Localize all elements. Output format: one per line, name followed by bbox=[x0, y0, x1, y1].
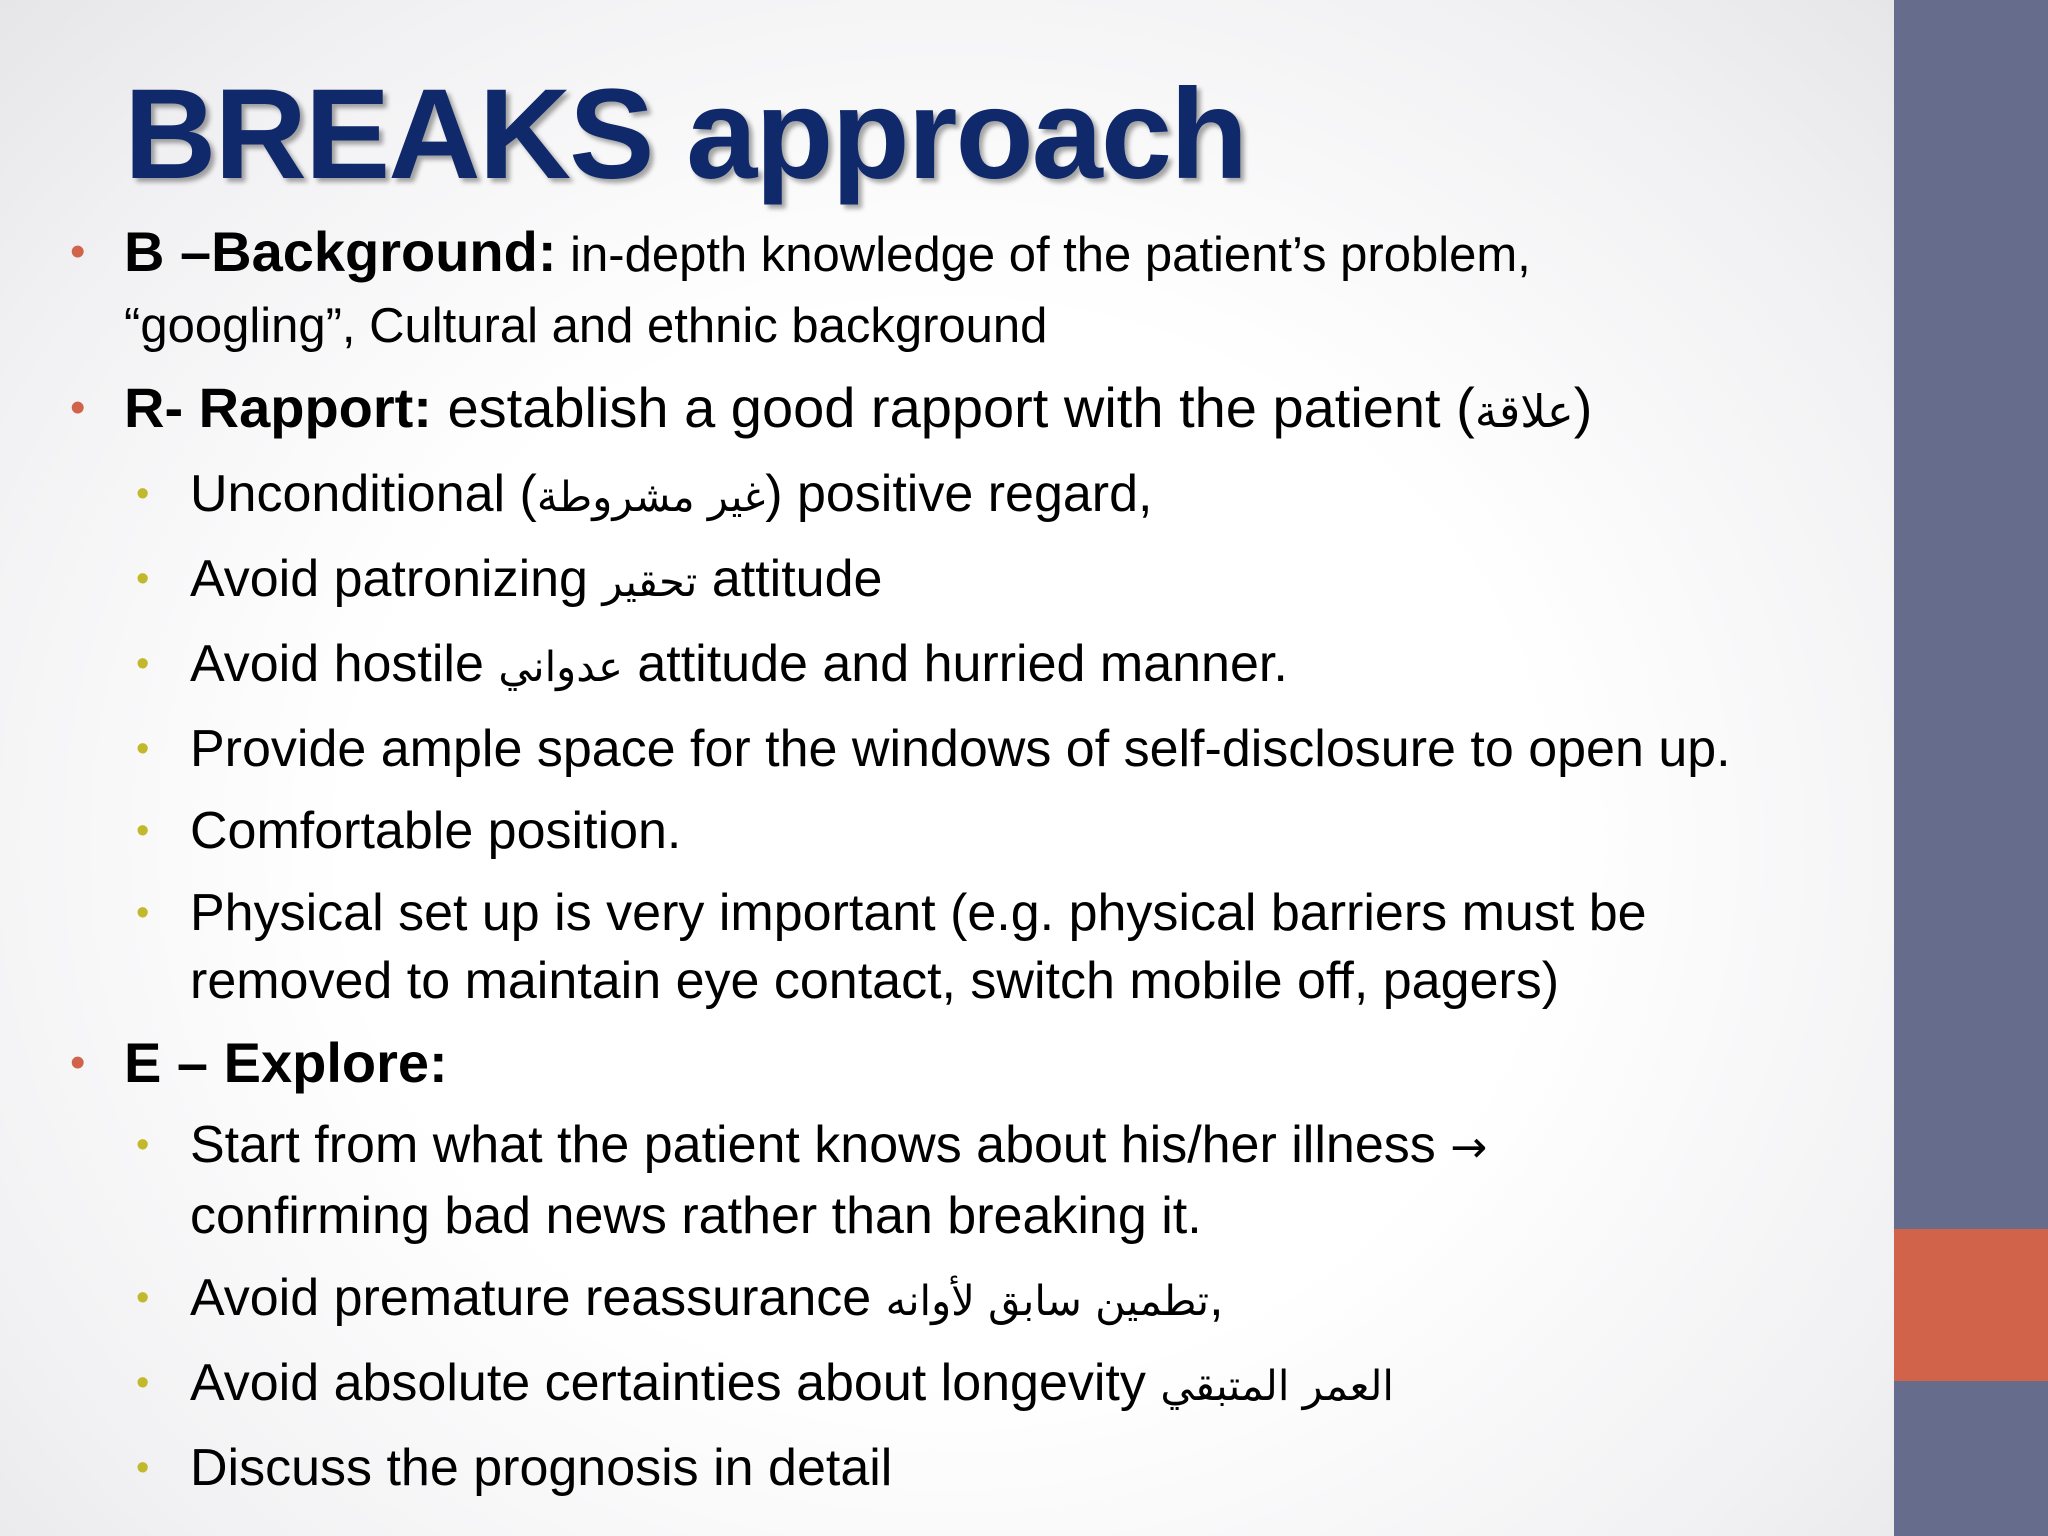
slide-title: BREAKS approach bbox=[124, 63, 1247, 206]
sub-bullet-text: Avoid patronizing bbox=[190, 550, 603, 608]
sub-bullet-text: Avoid premature reassurance bbox=[190, 1269, 886, 1327]
sub-bullet-dot: • bbox=[136, 810, 150, 852]
sub-bullet-dot: • bbox=[136, 1362, 150, 1404]
sub-bullet bbox=[70, 1264, 1880, 1335]
sub-bullet-text: ) positive regard, bbox=[765, 465, 1153, 523]
arrow-right-icon: → bbox=[1450, 1122, 1488, 1173]
sub-bullet-text: Start from what the patient knows about his/her illness bbox=[190, 1116, 1451, 1174]
arabic-term: عدواني bbox=[498, 642, 623, 691]
bullet-text: “googling”, Cultural and ethnic background bbox=[124, 299, 1048, 353]
side-accent-block bbox=[1894, 1229, 2048, 1381]
bullet-heading: B –Background: bbox=[124, 220, 557, 283]
sub-bullet-text: Discuss the prognosis in detail bbox=[190, 1439, 893, 1497]
sub-bullet-text: attitude bbox=[697, 550, 883, 608]
arabic-term: تطمين سابق لأوانه bbox=[885, 1276, 1210, 1325]
sub-bullet-dot: • bbox=[136, 558, 150, 600]
bullet-rapport bbox=[70, 374, 1880, 446]
bullet-explore bbox=[70, 1029, 1880, 1097]
sub-bullet-text: Unconditional ( bbox=[190, 465, 537, 523]
bullet-list bbox=[70, 218, 1880, 1502]
bullet-dot: • bbox=[70, 383, 86, 432]
bullet-dot: • bbox=[70, 1038, 86, 1087]
bullet-text: ) bbox=[1573, 376, 1593, 439]
sub-bullet-text: removed to maintain eye contact, switch mobile off, pagers) bbox=[190, 952, 1560, 1010]
sub-bullet bbox=[70, 1434, 1880, 1502]
sub-bullet bbox=[70, 1349, 1880, 1420]
bullet-heading: R- Rapport: bbox=[124, 376, 432, 439]
arabic-term: علاقة bbox=[1474, 385, 1574, 438]
sub-bullet bbox=[70, 630, 1880, 701]
arabic-term: غير مشروطة bbox=[536, 472, 766, 521]
sub-bullet-dot: • bbox=[136, 1124, 150, 1166]
sub-bullet-text: , bbox=[1209, 1269, 1224, 1327]
bullet-text: establish a good rapport with the patient ( bbox=[431, 376, 1475, 439]
sub-bullet-text: attitude and hurried manner. bbox=[622, 635, 1288, 693]
sub-bullet bbox=[70, 879, 1880, 1015]
arabic-term: العمر المتبقي bbox=[1160, 1361, 1394, 1410]
sub-bullet-dot: • bbox=[136, 643, 150, 685]
bullet-dot: • bbox=[70, 227, 86, 276]
sub-bullet bbox=[70, 715, 1880, 783]
sub-bullet-text: Avoid hostile bbox=[190, 635, 499, 693]
sub-bullet-text: Avoid absolute certainties about longevity bbox=[190, 1354, 1161, 1412]
bullet-text: in-depth knowledge of the patient’s problem, bbox=[556, 228, 1531, 282]
sub-bullet-dot: • bbox=[136, 1447, 150, 1489]
sub-bullet bbox=[70, 460, 1880, 531]
sub-bullet bbox=[70, 797, 1880, 865]
sub-bullet-dot: • bbox=[136, 892, 150, 934]
sub-bullet-text: Physical set up is very important (e.g. physical barriers must be bbox=[190, 884, 1647, 942]
bullet-heading: E – Explore: bbox=[124, 1031, 448, 1094]
sub-bullet-text: Comfortable position. bbox=[190, 802, 682, 860]
sub-bullet bbox=[70, 545, 1880, 616]
sub-bullet bbox=[70, 1111, 1880, 1250]
sub-bullet-dot: • bbox=[136, 473, 150, 515]
sub-bullet-text: confirming bad news rather than breaking it. bbox=[190, 1187, 1202, 1245]
sub-bullet-dot: • bbox=[136, 1277, 150, 1319]
arabic-term: تحقير bbox=[602, 557, 698, 606]
sub-bullet-dot: • bbox=[136, 728, 150, 770]
bullet-background bbox=[70, 218, 1880, 360]
sub-bullet-text: Provide ample space for the windows of self-disclosure to open up. bbox=[190, 720, 1731, 778]
